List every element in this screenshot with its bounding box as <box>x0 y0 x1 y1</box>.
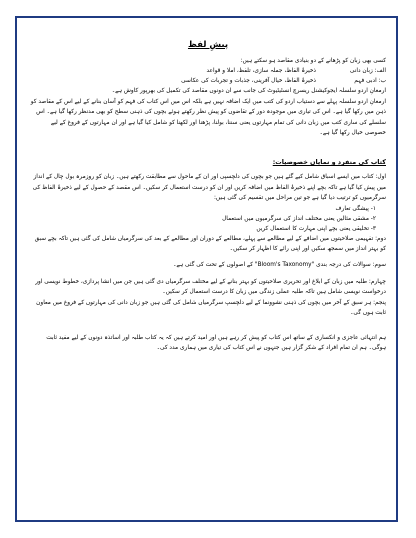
feature-fourth: چہارم: طلبہ میں زبان کے ابلاغ اور تحریری صلاحیتوں کو بہتر بنانے کے لیے مختلف سرگرمیاں دی گئی ہیں جن میں انشا پردازی، خطوط نویسی اور درخواست نویسی شامل ہیں تاکہ طلبہ عملی زندگی میں زبان کا درست استعمال کر سکیں۔ <box>35 278 386 296</box>
feature-first: اول: کتاب میں ایسے اسباق شامل کیے گئے ہیں جو بچوں کی دلچسپی اور ان کے ماحول سے مطابقت رکھتے ہیں۔ زبان کو روزمرہ بول چال کے انداز میں پیش کیا گیا ہے تاکہ بچے اپنے ذخیرۂ الفاظ میں اضافہ کریں اور ان کو درست استعمال کر سکیں۔ اس مقصد کے حصول کے لیے ذخیرۂ الفاظ کی سرگرمیوں کو ترتیب دیا گیا ہے جو تین مراحل میں تقسیم کی گئی ہیں: <box>32 174 386 202</box>
aim-text-1: ذخیرۂ الفاظ، جملہ سازی، تلفظ، املا و قواعد <box>206 68 316 75</box>
feature-fifth: پنجم: ہر سبق کے آخر میں بچوں کی ذہنی نشوونما کے لیے دلچسپ سرگرمیاں شامل کی گئی ہیں جو زبان دانی کی مہارتوں کے فروغ میں معاون ثابت ہوں گی۔ <box>36 299 386 317</box>
aim-label-1: الف: زبان دانی <box>349 68 386 75</box>
aim-label-2: ب: ادبی فہم <box>354 78 386 85</box>
aim-row-2 <box>30 76 386 86</box>
paragraph-1: ارمغانِ اردو سلسلہ ایجوکیشنل ریسرچ انسٹیٹیوٹ کی جانب سے ان دونوں مقاصد کی تکمیل کی بھرپور کاوش ہے۔ <box>111 88 386 95</box>
feature-third: سوم: سوالات کی درجہ بندی "Bloom's Taxonomy" کے اصولوں کے تحت کی گئی ہے۔ <box>172 262 386 269</box>
list-item-3: ۳- تخلیقی یعنی بچے اپنی مہارت کا استعمال کریں <box>256 225 376 232</box>
preface-body <box>22 18 394 353</box>
aim-text-2: ذخیرۂ الفاظ، خیال آفرینی، جذبات و تجربات کی عکاسی <box>181 78 316 85</box>
aim-row-1 <box>30 66 386 76</box>
features-heading: کتاب کی منفرد و نمایاں خصوصیات: <box>272 158 386 167</box>
page-title: پیشِ لفظ <box>187 40 229 50</box>
list-item-2: ۲- مشقی مثالیں یعنی مختلف انداز کی سرگرمیوں میں استعمال <box>222 215 376 222</box>
paragraph-2: ارمغانِ اردو سلسلہ پہلے سے دستیاب اردو کی کتب میں ایک اضافہ نہیں ہے بلکہ اس میں اس کتاب کی فہم کو آسان بنانے کے لیے اس کے مقاصد کو ذہن میں رکھا گیا ہے۔ اس کی تیاری میں موجودہ دور کے تقاضوں کو پیش نظر رکھتے ہوئے بچوں کی ذہنی سطح کو بھی مدنظر رکھا گیا ہے۔ اس سلسلے کی ساری کتب میں زبان دانی کی تمام مہارتوں یعنی سننا، بولنا، پڑھنا اور لکھنا کو شامل کیا گیا ہے اور ان مہارتوں کے فروغ کے لیے خصوصی خیال رکھا گیا ہے۔ <box>30 98 386 137</box>
list-item-1: ۱- پیشگی تعارف <box>335 205 376 212</box>
feature-second: دوم: تفہیمی صلاحیتوں میں اضافے کے لیے مطالعے سے پہلے، مطالعے کے دوران اور مطالعے کے بعد کی سرگرمیاں شامل کی گئی ہیں تاکہ بچے سبق کو بہتر انداز میں سمجھ سکیں اور اپنی رائے کا اظہار کر سکیں۔ <box>34 235 386 253</box>
closing-paragraph: ہم انتہائی عاجزی و انکساری کے ساتھ اس کتاب کو پیش کر رہے ہیں اور امید کرتے ہیں کہ یہ کتاب طلبہ اور اساتذہ دونوں کے لیے مفید ثابت ہوگی۔ ہم ان تمام افراد کے شکر گزار ہیں جنہوں نے اس کتاب کی تیاری میں ہماری مدد کی۔ <box>46 334 386 351</box>
intro-line: کسی بھی زبان کو پڑھانے کے دو بنیادی مقاصد ہو سکتے ہیں: <box>240 58 386 64</box>
